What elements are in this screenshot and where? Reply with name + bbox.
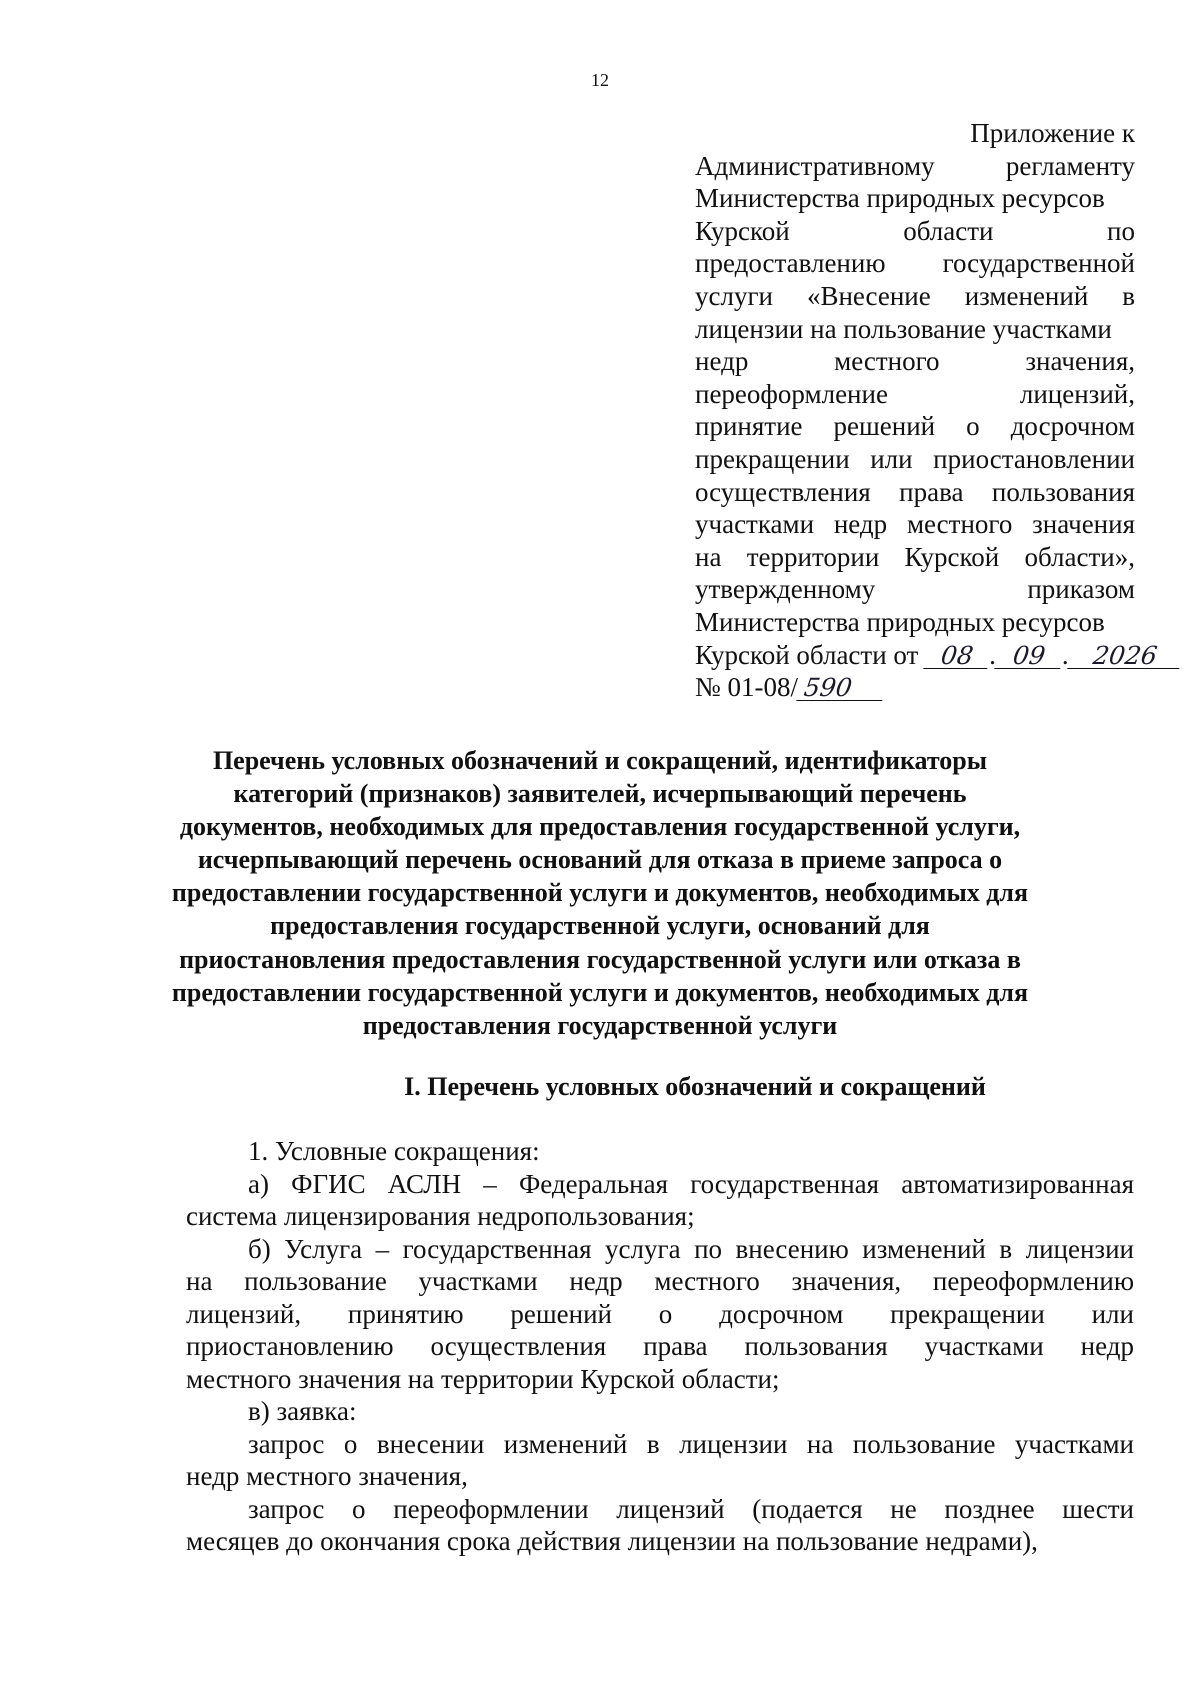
body-line: на пользование участками недр местного значения, переоформлению [186, 1266, 1134, 1296]
appendix-line: Курской области по [695, 215, 1135, 246]
appendix-number-line [695, 671, 1135, 704]
appendix-block [695, 117, 1159, 704]
handwritten-month: 09 [994, 644, 1064, 669]
title-line: исчерпывающий перечень оснований для отказа в приеме запроса о [197, 845, 1003, 875]
title-line: Перечень условных обозначений и сокращений, идентификаторы [212, 746, 988, 775]
appendix-line: осуществления права пользования [695, 476, 1135, 507]
number-prefix: № 01-08/ [695, 672, 799, 703]
appendix-line: недр местного значения, [695, 346, 1135, 377]
appendix-date-line: Курской области от 08 . 09 . 2026 [695, 639, 1135, 672]
body-line: приостановлению осуществления права пользования участками недр [186, 1331, 1134, 1361]
appendix-line: предоставлению государственной [695, 248, 1135, 279]
document-title [150, 744, 1050, 1042]
appendix-line: лицензии на пользование участками [695, 313, 1112, 344]
handwritten-number: 590 [796, 676, 886, 701]
appendix-line: Приложение к [970, 118, 1135, 148]
body-line: местного значения на территории Курской области; [186, 1363, 780, 1394]
appendix-line: переоформление лицензий, [695, 378, 1135, 409]
section-heading: I. Перечень условных обозначений и сокращений [404, 1072, 986, 1101]
body-line: месяцев до окончания срока действия лицензии на пользование недрами), [186, 1526, 1038, 1556]
body-line: в) заявка: [248, 1396, 357, 1426]
body-line: система лицензирования недропользования; [186, 1201, 695, 1231]
title-line: документов, необходимых для предоставления государственной услуги, [179, 812, 1021, 842]
appendix-line: принятие решений о досрочном [695, 411, 1135, 442]
body-line: б) Услуга – государственная услуга по внесению изменений в лицензии [248, 1233, 1134, 1264]
page-number: 12 [591, 70, 609, 90]
appendix-line: услуги «Внесение изменений в [695, 280, 1135, 311]
body-line: запрос о переоформлении лицензий (подается не позднее шести [248, 1493, 1134, 1524]
title-line: категорий (признаков) заявителей, исчерпывающий перечень [233, 779, 967, 809]
body-line: запрос о внесении изменений в лицензии на пользование участками [248, 1428, 1134, 1459]
title-line: предоставления государственной услуги [362, 1010, 838, 1040]
appendix-line: на территории Курской области», [695, 541, 1135, 572]
title-line: предоставлении государственной услуги и документов, необходимых для [171, 977, 1029, 1007]
body-text [186, 1135, 1134, 1558]
title-line: приостановления предоставления государственной услуги или отказа в [179, 944, 1021, 974]
body-line: 1. Условные сокращения: [248, 1136, 540, 1166]
appendix-line: Административному регламенту [695, 150, 1135, 181]
appendix-line: прекращении или приостановлении [695, 443, 1135, 474]
handwritten-year: 2026 [1067, 644, 1183, 669]
date-prefix: Курской области от [695, 639, 919, 670]
body-line: лицензий, принятию решений о досрочном прекращении или [186, 1298, 1134, 1329]
body-line: а) ФГИС АСЛН – Федеральная государственная автоматизированная [248, 1168, 1134, 1199]
title-line: предоставления государственной услуги, оснований для [270, 911, 930, 941]
appendix-line: Министерства природных ресурсов [695, 183, 1105, 214]
body-line: недр местного значения, [186, 1461, 468, 1491]
appendix-line: Министерства природных ресурсов [695, 606, 1105, 637]
appendix-line: утвержденному приказом [695, 574, 1135, 605]
title-line: предоставлении государственной услуги и документов, необходимых для [171, 878, 1029, 908]
handwritten-day: 08 [923, 644, 991, 669]
appendix-line: участками недр местного значения [695, 509, 1135, 540]
